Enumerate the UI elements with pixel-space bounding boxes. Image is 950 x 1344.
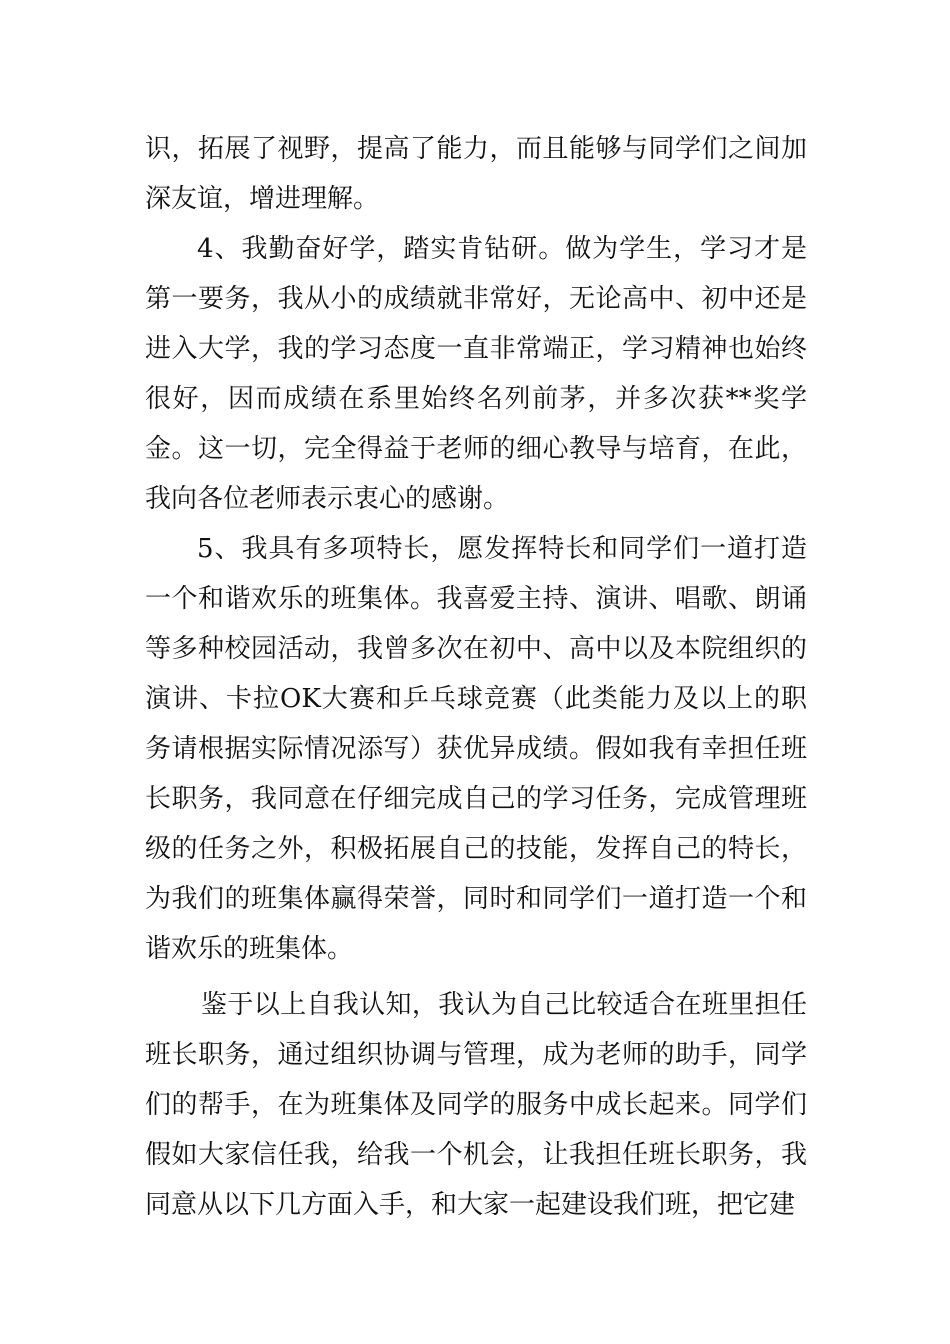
document-body: [145, 124, 807, 1230]
paragraph-item-5: 5、我具有多项特长，愿发挥特长和同学们一道打造一个和谐欢乐的班集体。我喜爱主持、演讲、唱歌、朗诵等多种校园活动，我曾多次在初中、高中以及本院组织的演讲、卡拉OK大赛和乒乓球竞赛（此类能力及以上的职务请根据实际情况添写）获优异成绩。假如我有幸担任班长职务，我同意在仔细完成自己的学习任务，完成管理班级的任务之外，积极拓展自己的技能，发挥自己的特长，为我们的班集体赢得荣誉，同时和同学们一道打造一个和谐欢乐的班集体。: [145, 534, 807, 964]
paragraph-conclusion: 鉴于以上自我认知，我认为自己比较适合在班里担任班长职务，通过组织协调与管理，成为老师的助手，同学们的帮手，在为班集体及同学的服务中成长起来。同学们假如大家信任我，给我一个机会，让我担任班长职务，我同意从以下几方面入手，和大家一起建设我们班，把它建: [145, 990, 807, 1220]
paragraph-item-4: 4、我勤奋好学，踏实肯钻研。做为学生，学习才是第一要务，我从小的成绩就非常好，无论高中、初中还是进入大学，我的学习态度一直非常端正，学习精神也始终很好，因而成绩在系里始终名列前茅，并多次获**奖学金。这一切，完全得益于老师的细心教导与培育，在此，我向各位老师表示衷心的感谢。: [145, 234, 807, 514]
paragraph-continuation: 识，拓展了视野，提高了能力，而且能够与同学们之间加深友谊，增进理解。: [145, 134, 807, 214]
